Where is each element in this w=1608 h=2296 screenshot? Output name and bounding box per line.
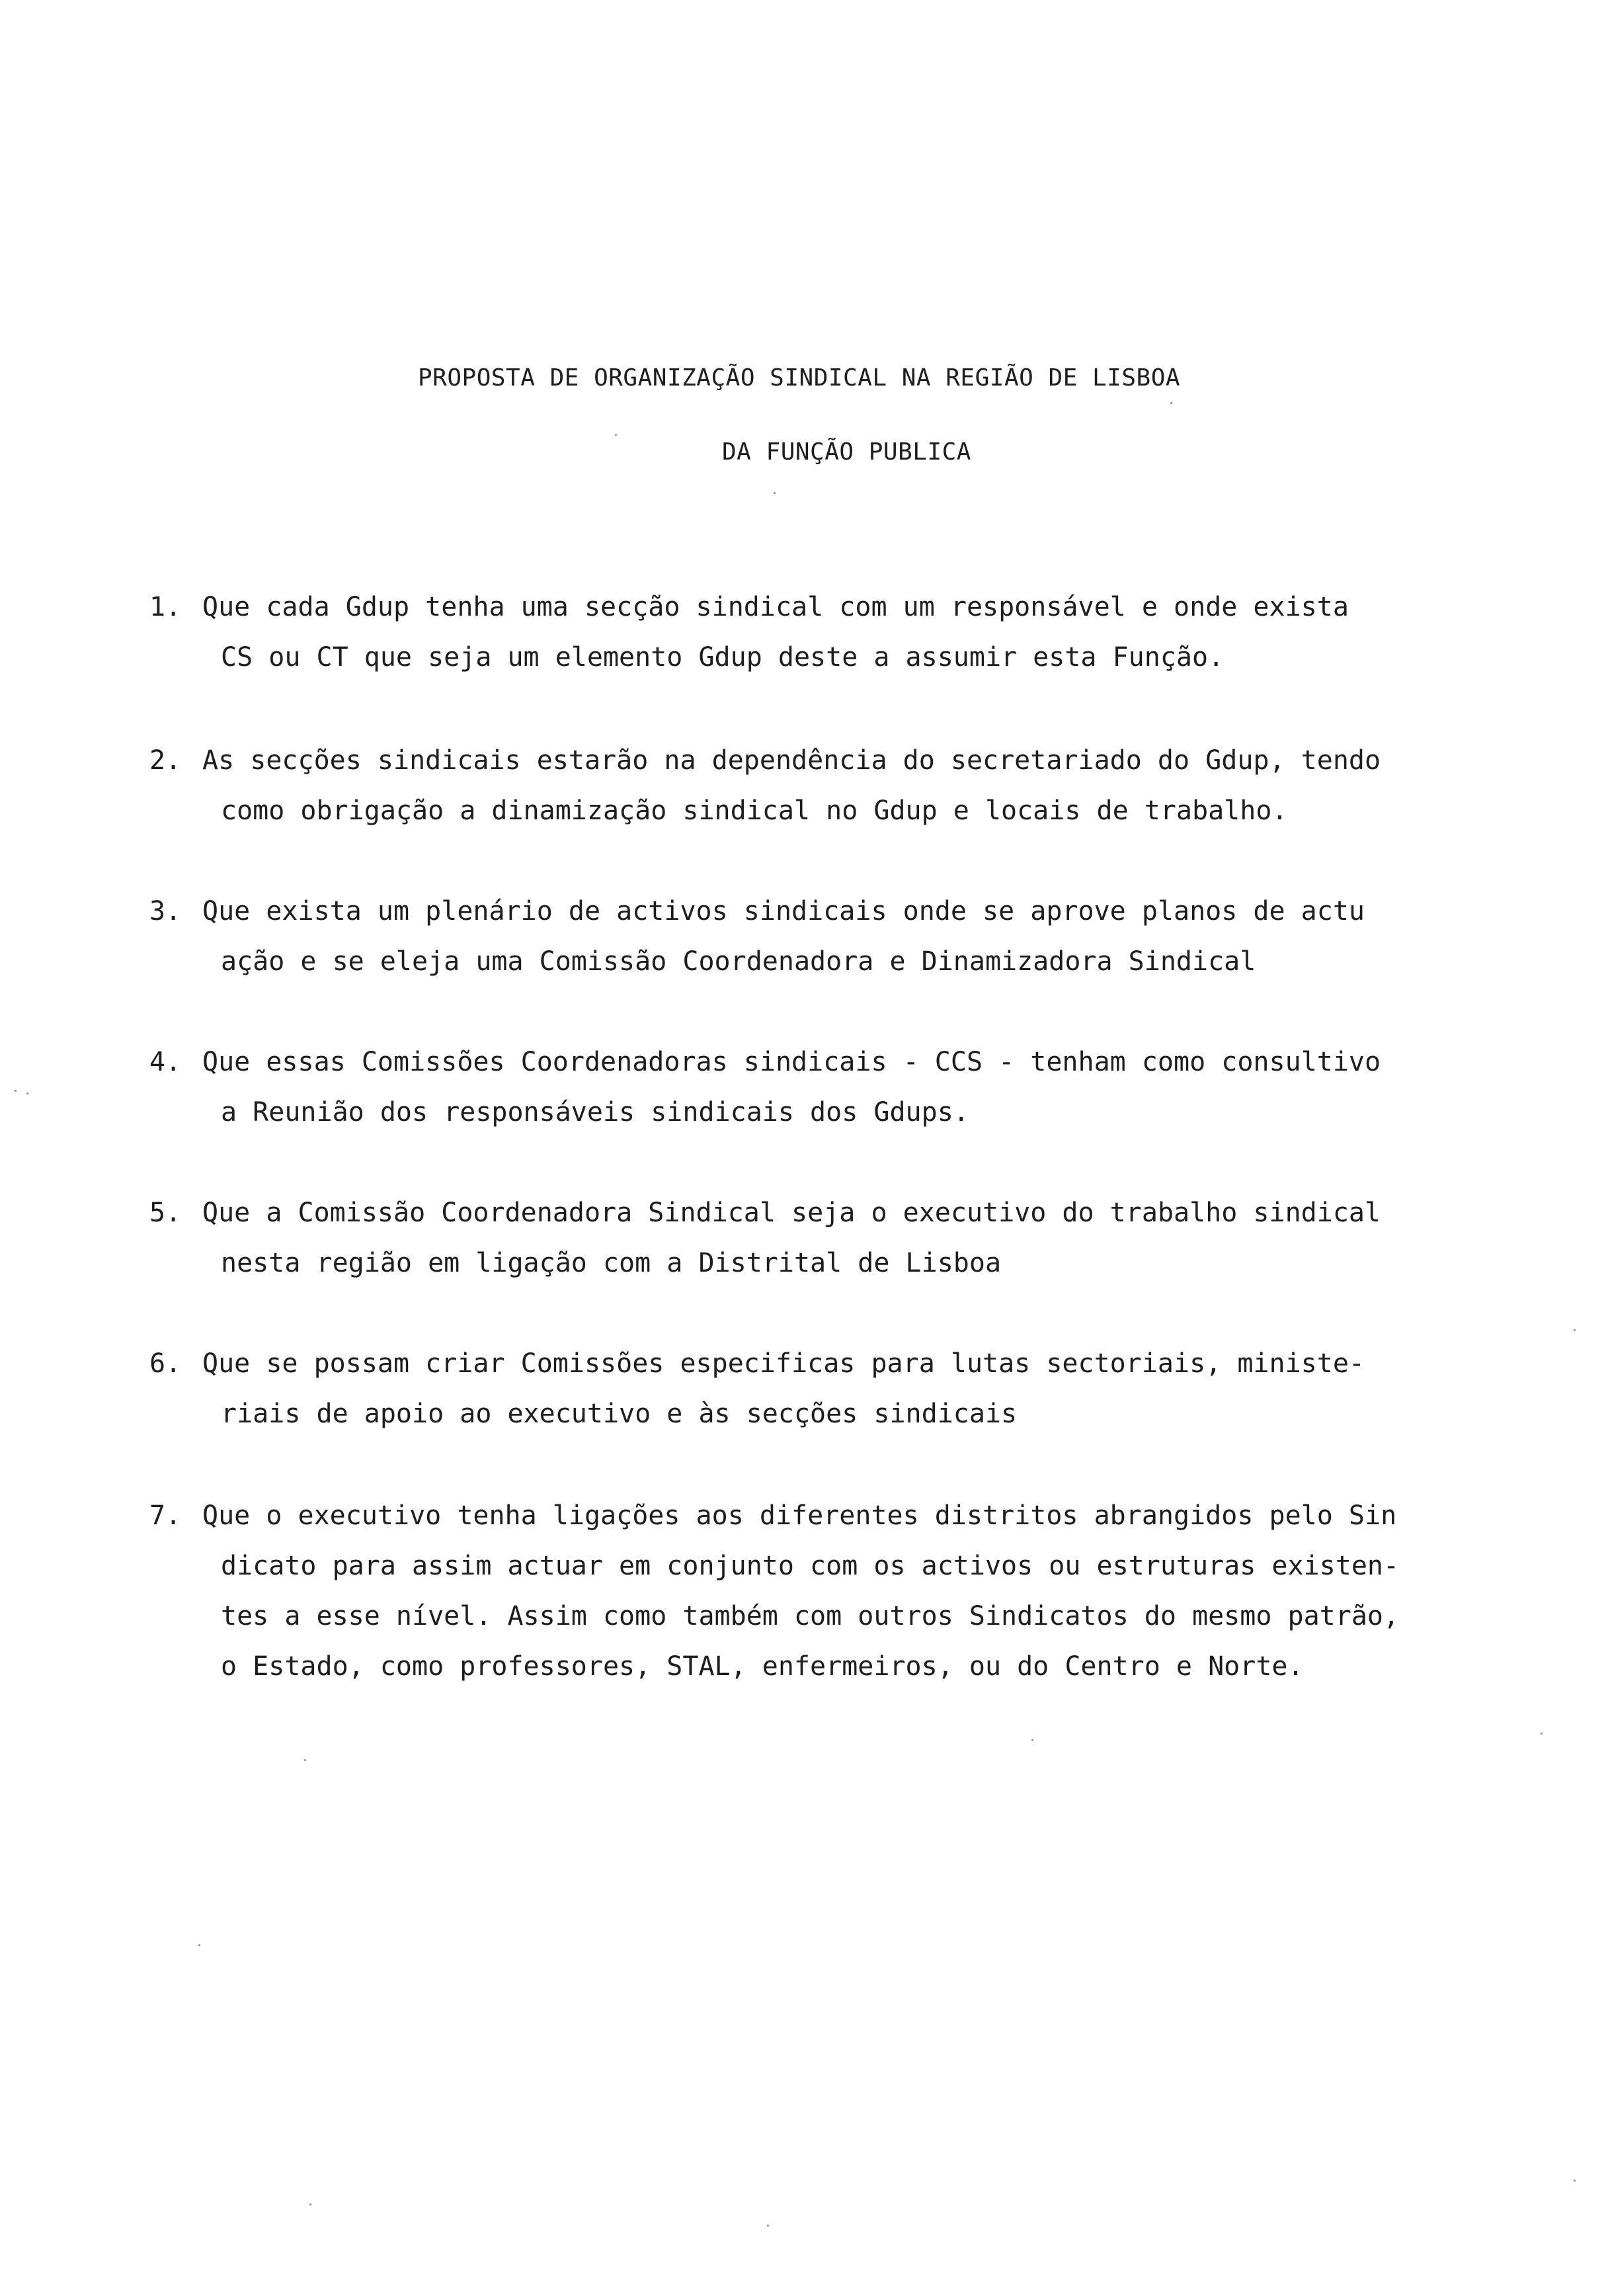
item-text-line: Que cada Gdup tenha uma secção sindical com um responsável e onde exista — [202, 592, 1349, 622]
item-text — [202, 1491, 1551, 1692]
item-text — [202, 582, 1551, 682]
item-text — [202, 1338, 1551, 1439]
item-number: 4. — [149, 1047, 182, 1077]
proposal-item — [149, 735, 1551, 836]
scan-speck — [1574, 1329, 1576, 1331]
item-number: 3. — [149, 896, 182, 926]
item-number: 5. — [149, 1198, 182, 1228]
scan-speck — [1574, 2180, 1576, 2182]
scan-speck — [304, 1759, 306, 1761]
scan-speck — [1031, 1739, 1033, 1741]
proposal-item — [149, 1338, 1551, 1439]
item-text-line: Que se possam criar Comissões especificas para lutas sectoriais, ministe- — [202, 1348, 1365, 1379]
item-text-line: As secções sindicais estarão na dependência do secretariado do Gdup, tendo — [202, 745, 1381, 776]
item-text-line: Que exista um plenário de activos sindicais onde se aprove planos de actu — [202, 896, 1365, 926]
item-number: 2. — [149, 745, 182, 776]
item-text-line: Que o executivo tenha ligações aos diferentes distritos abrangidos pelo Sin — [202, 1500, 1397, 1531]
item-text-line: dicato para assim actuar em conjunto com os activos ou estruturas existen- — [221, 1551, 1400, 1581]
item-text-line: tes a esse nível. Assim como também com outros Sindicatos do mesmo patrão, — [221, 1601, 1400, 1631]
proposal-item — [149, 1188, 1551, 1288]
item-text-line: o Estado, como professores, STAL, enfermeiros, ou do Centro e Norte. — [221, 1651, 1304, 1682]
proposal-item — [149, 582, 1551, 682]
scan-speck — [309, 2203, 311, 2205]
item-number: 1. — [149, 592, 182, 622]
scan-speck — [198, 1944, 200, 1946]
item-text — [202, 1188, 1551, 1288]
item-text — [202, 886, 1551, 987]
item-text-line: Que essas Comissões Coordenadoras sindicais - CCS - tenham como consultivo — [202, 1047, 1381, 1077]
item-text-line: ação e se eleja uma Comissão Coordenadora e Dinamizadora Sindical — [221, 946, 1256, 977]
proposal-item — [149, 886, 1551, 987]
item-text-line: a Reunião dos responsáveis sindicais dos Gdups. — [221, 1097, 969, 1128]
document-title: PROPOSTA DE ORGANIZAÇÃO SINDICAL NA REGIÃO DE LISBOA — [418, 364, 1181, 391]
proposal-item — [149, 1491, 1551, 1692]
item-text-line: riais de apoio ao executivo e às secções sindicais — [221, 1399, 1018, 1429]
item-text-line: CS ou CT que seja um elemento Gdup deste a assumir esta Função. — [221, 642, 1225, 673]
scan-speck — [15, 1090, 17, 1092]
scan-speck — [767, 2225, 769, 2227]
item-text-line: Que a Comissão Coordenadora Sindical seja o executivo do trabalho sindical — [202, 1198, 1381, 1228]
proposal-item — [149, 1037, 1551, 1137]
item-text-line: nesta região em ligação com a Distrital de Lisboa — [221, 1248, 1002, 1278]
scan-speck — [26, 1092, 28, 1094]
item-text — [202, 735, 1551, 836]
document-subtitle: DA FUNÇÃO PUBLICA — [722, 438, 971, 466]
scan-speck — [774, 492, 776, 494]
scan-speck — [1541, 1733, 1543, 1735]
item-number: 6. — [149, 1348, 182, 1379]
item-text — [202, 1037, 1551, 1137]
item-text-line: como obrigação a dinamização sindical no Gdup e locais de trabalho. — [221, 796, 1288, 826]
scan-speck — [1170, 402, 1172, 404]
scan-speck — [615, 434, 617, 436]
item-number: 7. — [149, 1500, 182, 1531]
